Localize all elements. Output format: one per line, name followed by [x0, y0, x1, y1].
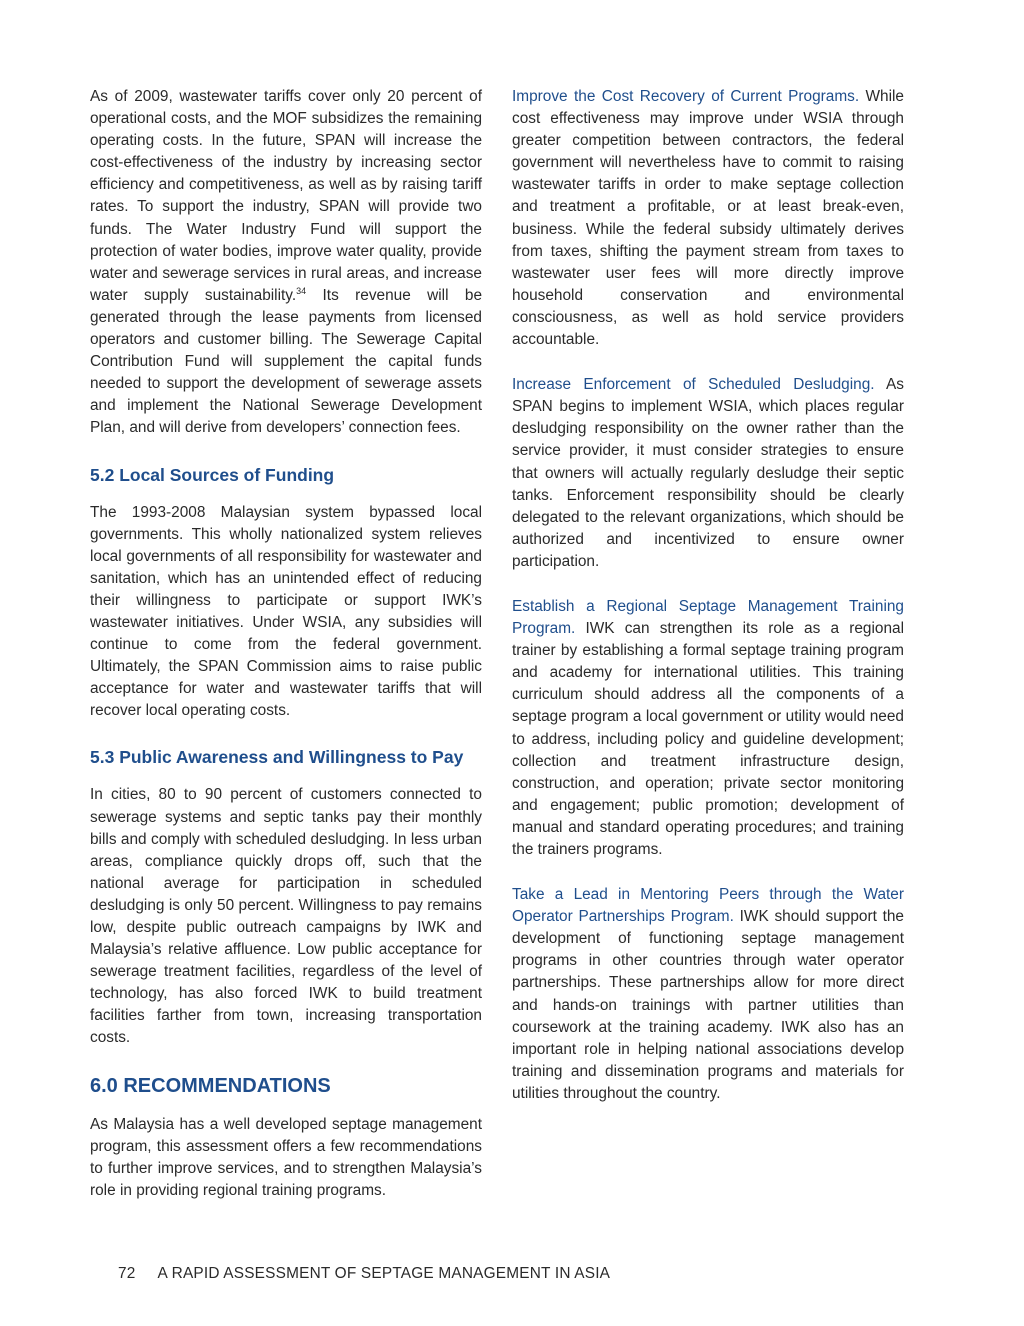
recommendation-mentoring — [512, 884, 904, 1105]
recommendation-training-program-body: IWK can strengthen its role as a regional trainer by establishing a formal septage training program and academy for international utilities. This training curriculum should address all the components of a septage program a local government or utility would need to address, including policy and guideline development; collection and treatment infrastructure design, construction, and operation; private sector monitoring and engagement; public promotion; development of manual and standard operating procedures; and training the trainers programs. — [512, 620, 904, 858]
recommendation-training-program-title: Establish a Regional Septage Management Training Program. — [512, 597, 904, 638]
recommendation-enforcement-title: Increase Enforcement of Scheduled Desludging. — [512, 376, 875, 394]
paragraph-tariffs-text-b: Its revenue will be generated through the lease payments from licensed operators and customer billing. The Sewerage Capital Contribution Fund will supplement the capital funds needed to support the development of sewerage assets and implement the National Sewerage Development Plan, and will derive from developers’ connection fees. — [90, 286, 482, 437]
recommendation-mentoring-title: Take a Lead in Mentoring Peers through the Water Operator Partnerships Program. — [512, 886, 904, 926]
recommendation-cost-recovery-body: While cost effectiveness may improve under WSIA through greater competition between contractors, the federal government will nevertheless have to commit to raising wastewater tariffs in order to make septage collection and treatment a profitable, or at least break-even, business. While the federal subsidy ultimately derives from taxes, shifting the payment stream from taxes to wastewater user fees will more directly improve household conservation and environmental consciousness, as well as hold service providers accountable. — [512, 88, 904, 349]
paragraph-tariffs-text-a: As of 2009, wastewater tariffs cover only 20 percent of operational costs, and the MOF subsidizes the remaining operating costs. In the future, SPAN will increase the cost-effectiveness of the industry by increasing sector efficiency and competitiveness, as well as by raising tariff rates. To support the industry, SPAN will provide two funds. The Water Industry Fund will support the protection of water bodies, improve water quality, provide water and sewerage services in rural areas, and increase water supply sustainability. — [90, 88, 482, 304]
left-column — [90, 86, 482, 1202]
paragraph-local-sources: The 1993-2008 Malaysian system bypassed local governments. This wholly nationalized system relieves local governments of all responsibility for wastewater and sanitation, which has an unintended effect of reducing their willingness to participate or support IWK’s wastewater initiatives. Under WSIA, any subsidies will continue to come from the federal government. Ultimately, the SPAN Commission aims to raise public acceptance for water and wastewater tariffs that will recover local operating costs. — [90, 503, 482, 720]
right-column — [512, 86, 904, 1105]
paragraph-recommendations: As Malaysia has a well developed septage management program, this assessment offers a few recommendations to further improve services, and to strengthen Malaysia’s role in providing regional training programs. — [90, 1115, 482, 1199]
heading-local-sources: 5.2 Local Sources of Funding — [90, 464, 335, 485]
page-number: 72 — [118, 1265, 136, 1282]
paragraph-public-awareness: In cities, 80 to 90 percent of customers connected to sewerage systems and septic tanks pay their monthly bills and comply with scheduled desludging. In less urban areas, compliance quickly drops off, such that the national average for participation in scheduled desludging is only 50 percent. Willingness to pay remains low, despite public outreach campaigns by IWK and Malaysia’s relative affluence. Low public acceptance for sewerage treatment facilities, regardless of the level of technology, has also forced IWK to build treatment facilities farther from town, increasing transportation costs. — [90, 786, 482, 1047]
footnote-ref: 34 — [296, 285, 307, 296]
recommendation-cost-recovery-title: Improve the Cost Recovery of Current Programs. — [512, 88, 860, 105]
recommendation-training-program — [512, 596, 904, 861]
heading-recommendations: 6.0 RECOMMENDATIONS — [90, 1074, 331, 1097]
running-title: A RAPID ASSESSMENT OF SEPTAGE MANAGEMENT IN ASIA — [157, 1265, 611, 1282]
recommendation-mentoring-body: IWK should support the development of functioning septage management programs in other countries through water operator partnerships. These partnerships allow for more direct and hands-on trainings with partner utilities than coursework at the training academy. IWK also has an important role in helping national associations develop training and dissemination programs and materials for utilities throughout the country. — [512, 908, 904, 1102]
paragraph-tariffs — [90, 86, 482, 440]
page-footer — [118, 1265, 610, 1283]
heading-public-awareness: 5.3 Public Awareness and Willingness to Pay — [90, 747, 464, 768]
recommendation-enforcement — [512, 374, 904, 573]
recommendation-enforcement-body: As SPAN begins to implement WSIA, which places regular desludging responsibility on the owner rather than the service provider, it must consider strategies to ensure that owners will actually regularly desludge their septic tanks. Enforcement responsibility should be clearly delegated to the relevant organizations, which should be authorized and incentivized to ensure owner participation. — [512, 376, 905, 570]
recommendation-cost-recovery — [512, 86, 904, 351]
